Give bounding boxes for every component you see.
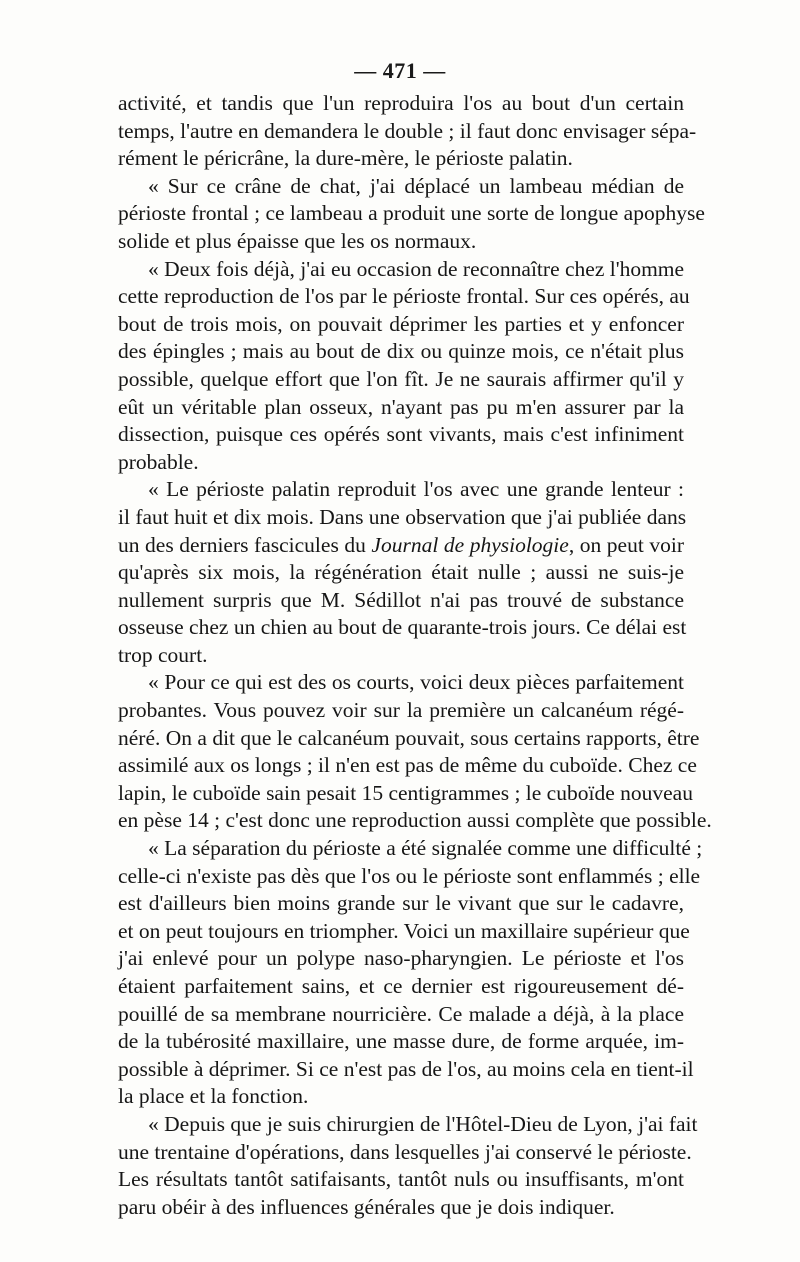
text-line: possible à déprimer. Si ce n'est pas de l'os, au moins cela en tient-il xyxy=(118,1056,694,1081)
text-line: lapin, le cuboïde sain pesait 15 centigrammes ; le cuboïde nouveau xyxy=(118,780,693,805)
text-line: pouillé de sa membrane nourricière. Ce malade a déjà, à la place xyxy=(118,1001,684,1026)
text-line: étaient parfaitement sains, et ce dernier est rigoureusement dé- xyxy=(118,974,684,998)
text-line: la place et la fonction. xyxy=(118,1084,309,1109)
italic-title: Journal de physiologie xyxy=(371,532,569,557)
text-line: « Pour ce qui est des os courts, voici deux pièces parfaitement xyxy=(148,670,684,695)
text-line: est d'ailleurs bien moins grande sur le vivant que sur le cadavre, xyxy=(118,891,684,916)
text-line: qu'après six mois, la régénération était nulle ; aussi ne suis-je xyxy=(118,560,684,585)
text-line: de la tubérosité maxillaire, une masse dure, de forme arquée, im- xyxy=(118,1029,684,1054)
text-line: solide et plus épaisse que les os normaux. xyxy=(118,228,477,253)
text-line: temps, l'autre en demandera le double ; il faut donc envisager sépa- xyxy=(118,118,697,143)
page-number: — 471 — xyxy=(354,58,446,83)
text-line: une trentaine d'opérations, dans lesquelles j'ai conservé le périoste. xyxy=(118,1139,692,1164)
text-line: « Le périoste palatin reproduit l'os avec une grande lenteur : xyxy=(148,477,684,502)
text-line: paru obéir à des influences générales que je dois indiquer. xyxy=(118,1194,615,1219)
text-line: périoste frontal ; ce lambeau a produit une sorte de longue apophyse xyxy=(118,201,705,226)
text-line: « Deux fois déjà, j'ai eu occasion de reconnaître chez l'homme xyxy=(148,256,685,281)
text-line: et on peut toujours en triompher. Voici un maxillaire supérieur que xyxy=(118,918,690,943)
text-line: assimilé aux os longs ; il n'en est pas de même du cuboïde. Chez ce xyxy=(118,753,697,778)
text-line: en pèse 14 ; c'est donc une reproduction aussi complète que possible. xyxy=(118,808,712,833)
text-line: bout de trois mois, on pouvait déprimer les parties et y enfoncer xyxy=(118,311,684,336)
text-line: trop court. xyxy=(118,642,208,667)
text-line: dissection, puisque ces opérés sont vivants, mais c'est infiniment xyxy=(118,422,684,447)
text-line: osseuse chez un chien au bout de quarante-trois jours. Ce délai est xyxy=(118,615,687,640)
text-line: probantes. Vous pouvez voir sur la première un calcanéum régé- xyxy=(118,698,684,723)
text-line: « La séparation du périoste a été signalée comme une difficulté ; xyxy=(148,836,703,861)
text-line: des épingles ; mais au bout de dix ou quinze mois, ce n'était plus xyxy=(118,339,684,364)
text-line: possible, quelque effort que l'on fît. Je ne saurais affirmer qu'il y xyxy=(118,366,684,391)
text-line: nullement surpris que M. Sédillot n'ai pas trouvé de substance xyxy=(118,587,684,612)
text-line: celle-ci n'existe pas dès que l'os ou le périoste sont enflammés ; elle xyxy=(118,863,701,888)
text-line: activité, et tandis que l'un reproduira l'os au bout d'un certain xyxy=(118,91,684,115)
text-line: cette reproduction de l'os par le périoste frontal. Sur ces opérés, au xyxy=(118,284,690,309)
text-line: j'ai enlevé pour un polype naso-pharyngien. Le périoste et l'os xyxy=(118,946,684,971)
text-line: il faut huit et dix mois. Dans une observation que j'ai publiée dans xyxy=(118,504,687,529)
text-line: Les résultats tantôt satifaisants, tantôt nuls ou insuffisants, m'ont xyxy=(118,1167,684,1192)
text-line: un des derniers fascicules du Journal de physiologie, on peut voir xyxy=(118,532,684,557)
text-line: « Sur ce crâne de chat, j'ai déplacé un lambeau médian de xyxy=(148,173,684,198)
text-line: rément le péricrâne, la dure-mère, le périoste palatin. xyxy=(118,146,573,171)
text-line: « Depuis que je suis chirurgien de l'Hôtel-Dieu de Lyon, j'ai fait xyxy=(148,1111,698,1136)
body-text xyxy=(118,90,712,1221)
text-line: néré. On a dit que le calcanéum pouvait, sous certains rapports, être xyxy=(118,725,700,750)
text-line: probable. xyxy=(118,449,199,474)
text-line: eût un véritable plan osseux, n'ayant pas pu m'en assurer par la xyxy=(118,394,684,419)
